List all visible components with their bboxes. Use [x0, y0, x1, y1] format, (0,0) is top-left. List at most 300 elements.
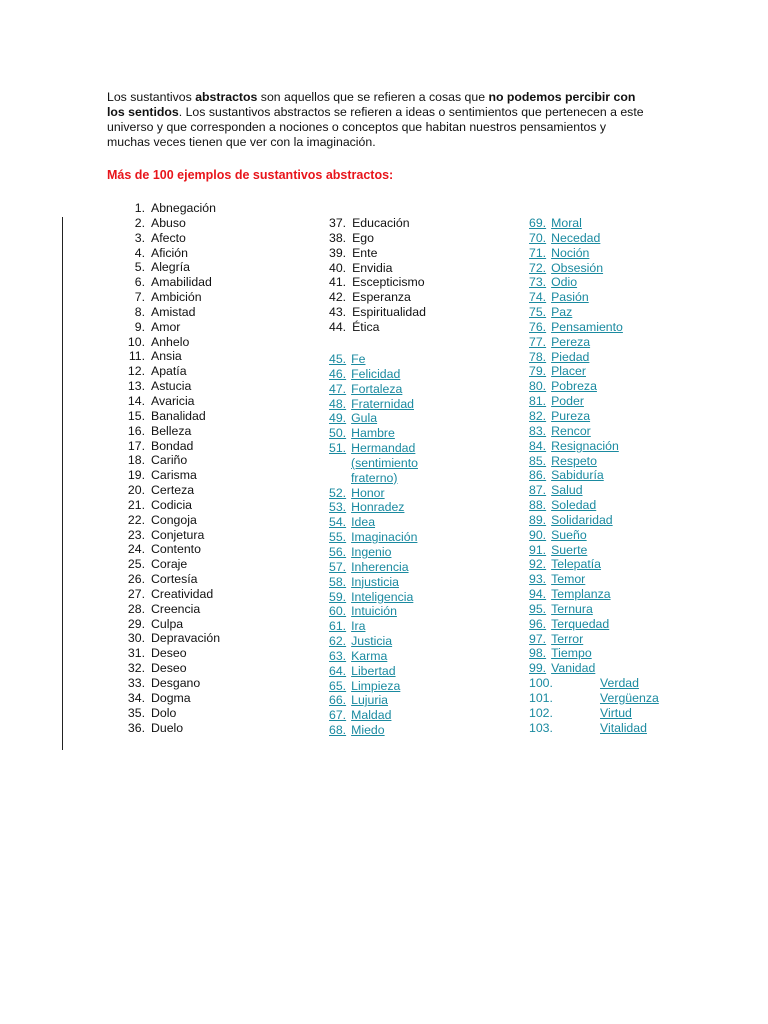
noun-link[interactable] [529, 632, 583, 646]
noun-link[interactable] [529, 691, 659, 705]
item-word: Ambición [151, 290, 202, 305]
noun-link[interactable] [329, 619, 365, 633]
item-number: 88. [529, 498, 547, 513]
list-item [107, 513, 220, 528]
item-number: 22. [127, 512, 145, 527]
item-number: 68. [329, 723, 347, 738]
list-item [529, 572, 659, 587]
item-number: 42. [329, 290, 347, 305]
list-item [529, 557, 659, 572]
list-item [107, 349, 220, 364]
noun-link[interactable] [329, 411, 377, 425]
item-word: Bondad [151, 438, 194, 453]
item-number: 95. [529, 601, 547, 616]
list-item [529, 216, 659, 231]
item-number: 41. [329, 275, 347, 290]
item-number: 8. [134, 304, 145, 319]
item-word: Depravación [151, 631, 221, 646]
noun-link[interactable] [529, 646, 592, 660]
item-word: Afecto [151, 230, 186, 245]
list-item [107, 201, 220, 216]
item-number: 72. [529, 260, 547, 275]
intro-text-2: son aquellos que se refieren a cosas que [257, 90, 489, 104]
noun-link[interactable] [329, 367, 400, 381]
list-item [107, 379, 220, 394]
item-word: Necedad [551, 230, 601, 245]
noun-link[interactable] [529, 468, 604, 482]
item-number: 37. [329, 216, 347, 230]
list-item [329, 471, 418, 486]
list-item [107, 424, 220, 439]
noun-link[interactable] [329, 723, 385, 737]
item-word: Apatía [151, 364, 187, 379]
item-number: 50. [329, 426, 347, 441]
item-word: Pensamiento [551, 319, 623, 334]
list-item [107, 721, 220, 736]
noun-link[interactable] [529, 721, 647, 735]
noun-link[interactable] [329, 545, 391, 559]
item-number: 57. [329, 559, 347, 574]
list-item [329, 664, 418, 679]
list-item [329, 456, 418, 471]
list-item [329, 320, 426, 335]
item-number: 67. [329, 708, 347, 723]
item-number: 76. [529, 319, 547, 334]
item-word: Ira [351, 619, 366, 634]
item-number: 84. [529, 438, 547, 453]
list-item [329, 500, 418, 515]
item-word: Cariño [151, 453, 188, 468]
item-word: Virtud [600, 705, 632, 720]
item-word: Respeto [551, 453, 597, 468]
item-number: 7. [134, 290, 145, 305]
item-word: Ingenio [351, 544, 392, 559]
noun-link[interactable] [329, 590, 413, 604]
noun-link[interactable] [529, 364, 586, 378]
item-word: Escepticismo [352, 275, 425, 290]
noun-link[interactable] [529, 409, 590, 423]
noun-link[interactable] [529, 498, 596, 512]
list-item [529, 498, 659, 513]
list-item [329, 708, 418, 723]
list-item [529, 617, 659, 632]
item-number: 29. [127, 616, 145, 631]
item-word: Pereza [551, 334, 591, 349]
noun-link[interactable] [529, 275, 577, 289]
noun-link[interactable] [529, 231, 600, 245]
noun-link[interactable] [329, 530, 417, 544]
list-item [107, 691, 220, 706]
noun-link[interactable] [529, 483, 583, 497]
item-number: 91. [529, 542, 547, 557]
item-word: Vergüenza [600, 691, 659, 705]
item-number: 19. [127, 468, 145, 483]
item-number: 39. [329, 245, 347, 260]
margin-vertical-line [62, 217, 63, 750]
list-item [329, 352, 418, 367]
item-number: 25. [127, 557, 145, 572]
item-word: Piedad [551, 349, 590, 364]
item-number: 51. [329, 441, 347, 456]
item-word: Intuición [351, 604, 397, 619]
item-number: 79. [529, 364, 547, 379]
item-word: Injusticia [351, 574, 399, 589]
item-word: Envidia [352, 260, 393, 275]
item-number: 63. [329, 648, 347, 663]
list-item [107, 335, 220, 350]
item-number: 1. [134, 201, 145, 215]
noun-link[interactable] [529, 602, 593, 616]
item-number: 17. [127, 438, 145, 453]
item-number: 74. [529, 290, 547, 305]
item-word: Educación [352, 216, 410, 230]
list-item [329, 397, 418, 412]
item-number: 52. [329, 485, 347, 500]
noun-list-column-1 [107, 201, 220, 735]
noun-link[interactable] [329, 397, 414, 411]
noun-link[interactable] [529, 439, 619, 453]
list-item [329, 619, 418, 634]
item-word: Dolo [151, 705, 177, 720]
noun-link[interactable] [351, 456, 418, 470]
noun-link[interactable] [329, 515, 375, 529]
item-word: Pureza [551, 408, 591, 423]
list-item [529, 394, 659, 409]
list-item [529, 409, 659, 424]
item-word: Odio [551, 275, 578, 290]
item-number: 78. [529, 349, 547, 364]
item-number: 90. [529, 527, 547, 542]
noun-link[interactable] [329, 575, 399, 589]
list-item [329, 486, 418, 501]
list-item [329, 679, 418, 694]
item-word: Esperanza [352, 290, 411, 305]
noun-link[interactable] [529, 246, 589, 260]
noun-link[interactable] [329, 441, 415, 455]
noun-link[interactable] [329, 679, 400, 693]
item-word: Duelo [151, 720, 184, 735]
item-number: 99. [529, 661, 547, 676]
item-number: 101. [529, 691, 553, 705]
list-item [329, 590, 418, 605]
list-item [107, 661, 220, 676]
item-word: Imaginación [351, 530, 418, 545]
item-word: Creencia [151, 601, 201, 616]
item-word: Amor [151, 319, 181, 334]
item-word: Gula [351, 411, 378, 426]
noun-link[interactable] [329, 634, 392, 648]
noun-link[interactable] [529, 528, 587, 542]
noun-link[interactable] [529, 543, 587, 557]
list-item [107, 246, 220, 261]
noun-link[interactable] [329, 664, 396, 678]
item-number: 94. [529, 587, 547, 602]
item-number: 12. [127, 364, 145, 379]
noun-link[interactable] [529, 424, 591, 438]
list-item [329, 575, 418, 590]
noun-link[interactable] [529, 557, 601, 571]
noun-link[interactable] [529, 513, 613, 527]
item-word: Resignación [551, 438, 619, 453]
noun-link[interactable] [529, 216, 582, 230]
item-word: Creatividad [151, 586, 214, 601]
item-word: Noción [551, 245, 590, 260]
list-item [529, 661, 659, 676]
noun-link[interactable] [529, 335, 590, 349]
section-heading: Más de 100 ejemplos de sustantivos abstractos: [107, 168, 394, 182]
list-item [529, 676, 659, 691]
list-item [529, 320, 659, 335]
intro-bold-1: abstractos [195, 90, 258, 104]
item-number: 5. [134, 260, 145, 275]
noun-link[interactable] [529, 676, 639, 690]
item-word: Sueño [551, 527, 587, 542]
noun-link[interactable] [329, 708, 391, 722]
noun-link[interactable] [329, 560, 409, 574]
list-item [529, 483, 659, 498]
intro-text-3: . Los sustantivos abstractos se refieren a ideas o sentimientos que pertenecen a este universo y que corresponden a nociones o conceptos que habitan nuestros pensamientos y muchas veces tienen que ver con la imaginación. [107, 105, 644, 149]
list-item [529, 350, 659, 365]
item-number: 21. [127, 497, 145, 512]
list-item [529, 528, 659, 543]
item-number: 92. [529, 557, 547, 572]
item-word: Astucia [151, 379, 192, 394]
list-item [329, 545, 418, 560]
item-number: 100. [529, 676, 553, 691]
list-item [529, 246, 659, 261]
noun-link[interactable] [529, 320, 623, 334]
noun-link[interactable] [529, 305, 572, 319]
noun-link[interactable] [529, 617, 609, 631]
list-item [529, 305, 659, 320]
list-item [329, 693, 418, 708]
item-word: Karma [351, 648, 388, 663]
item-word: Culpa [151, 616, 184, 631]
item-word: Lujuria [351, 693, 389, 708]
list-item [107, 587, 220, 602]
list-item [529, 706, 659, 721]
item-word: Deseo [151, 646, 187, 661]
item-word: Amistad [151, 304, 196, 319]
list-item [529, 513, 659, 528]
item-number: 3. [134, 230, 145, 245]
list-item [329, 367, 418, 382]
list-item [529, 454, 659, 469]
item-number: 66. [329, 693, 347, 708]
item-number: 102. [529, 705, 553, 720]
item-word: Idea [351, 515, 376, 530]
item-word: Templanza [551, 587, 611, 602]
item-word: Solidaridad [551, 512, 613, 527]
list-item [329, 246, 426, 261]
list-item [529, 691, 659, 706]
list-item [329, 560, 418, 575]
item-number: 30. [127, 631, 145, 646]
list-item [107, 468, 220, 483]
list-item [329, 530, 418, 545]
item-number: 98. [529, 646, 547, 661]
list-item [529, 364, 659, 379]
item-number: 83. [529, 423, 547, 438]
noun-link[interactable] [529, 379, 597, 393]
list-item [329, 441, 418, 456]
item-word: Codicia [151, 497, 193, 512]
noun-link[interactable] [529, 706, 632, 720]
list-item [529, 275, 659, 290]
item-number: 58. [329, 574, 347, 589]
item-number: 4. [134, 245, 145, 260]
item-word: Alegría [151, 260, 190, 275]
item-number: 103. [529, 720, 553, 735]
list-item [107, 453, 220, 468]
list-item [107, 394, 220, 409]
noun-link[interactable] [529, 454, 597, 468]
list-item [529, 721, 659, 736]
list-item [107, 542, 220, 557]
item-word: Vanidad [551, 661, 596, 676]
item-number: 48. [329, 396, 347, 411]
noun-link[interactable] [329, 426, 395, 440]
list-item [529, 261, 659, 276]
noun-link[interactable] [529, 290, 589, 304]
noun-link-list-column-3 [529, 216, 659, 736]
item-number: 16. [127, 423, 145, 438]
noun-link[interactable] [329, 500, 404, 514]
item-number: 89. [529, 512, 547, 527]
noun-link[interactable] [529, 587, 611, 601]
item-word: Libertad [351, 663, 396, 678]
item-number: 32. [127, 661, 145, 676]
item-word: Belleza [151, 423, 192, 438]
item-number: 70. [529, 230, 547, 245]
noun-link[interactable] [329, 352, 365, 366]
item-word: Ternura [551, 601, 593, 616]
item-number: 10. [127, 334, 145, 349]
item-word: Poder [551, 394, 584, 409]
list-item [107, 631, 220, 646]
item-word: Honradez [351, 500, 405, 515]
item-word: (sentimiento [351, 455, 418, 470]
item-word: Terror [551, 631, 584, 646]
item-number: 56. [329, 544, 347, 559]
item-word: Soledad [551, 498, 597, 513]
item-number: 62. [329, 634, 347, 649]
list-item [107, 290, 220, 305]
item-number: 34. [127, 690, 145, 705]
noun-link[interactable] [529, 661, 595, 675]
item-word: Hermandad [351, 441, 416, 456]
item-word: Congoja [151, 512, 197, 527]
list-item [329, 290, 426, 305]
item-number: 31. [127, 646, 145, 661]
noun-link[interactable] [329, 604, 397, 618]
noun-list-column-2 [329, 216, 426, 335]
item-number: 49. [329, 411, 347, 426]
item-word: Terquedad [551, 616, 610, 631]
item-number: 60. [329, 604, 347, 619]
list-item [529, 543, 659, 558]
noun-link[interactable] [329, 693, 388, 707]
item-number: 85. [529, 453, 547, 468]
item-word: Dogma [151, 690, 191, 705]
item-number: 13. [127, 379, 145, 394]
item-number: 23. [127, 527, 145, 542]
item-word: Inteligencia [351, 589, 414, 604]
item-word: Certeza [151, 483, 195, 498]
list-item [107, 528, 220, 543]
item-word: Contento [151, 542, 201, 557]
noun-link-list-column-2 [329, 352, 418, 738]
noun-link[interactable] [529, 350, 589, 364]
intro-bold-2: no podemos percibir con los sentidos [107, 90, 636, 119]
item-number: 43. [329, 305, 347, 320]
list-item [107, 260, 220, 275]
item-number: 73. [529, 275, 547, 290]
list-item [529, 587, 659, 602]
list-item [107, 483, 220, 498]
list-item [107, 231, 220, 246]
list-item [329, 275, 426, 290]
item-word: Anhelo [151, 334, 190, 349]
item-word: Honor [351, 485, 385, 500]
item-word: Paz [551, 305, 573, 320]
list-item [329, 382, 418, 397]
item-word: Afición [151, 245, 188, 260]
list-item [107, 320, 220, 335]
item-word: Rencor [551, 423, 591, 438]
item-number: 82. [529, 408, 547, 423]
item-number: 47. [329, 381, 347, 396]
item-number: 86. [529, 468, 547, 483]
item-word: Sabiduría [551, 468, 604, 483]
list-item [107, 602, 220, 617]
item-number: 28. [127, 601, 145, 616]
noun-link[interactable] [329, 649, 387, 663]
item-number: 87. [529, 483, 547, 498]
list-item [107, 676, 220, 691]
item-word: Fe [351, 352, 366, 366]
item-word: Avaricia [151, 393, 195, 408]
item-number: 33. [127, 676, 145, 690]
list-item [107, 439, 220, 454]
list-item [529, 379, 659, 394]
noun-link[interactable] [329, 486, 385, 500]
item-number: 81. [529, 394, 547, 409]
list-item [329, 604, 418, 619]
list-item [329, 216, 426, 231]
item-word: Hambre [351, 426, 395, 441]
item-word: Inherencia [351, 559, 409, 574]
noun-link[interactable] [529, 394, 584, 408]
list-item [329, 634, 418, 649]
noun-link[interactable] [529, 572, 585, 586]
list-item [107, 646, 220, 661]
noun-link[interactable] [351, 471, 397, 485]
noun-link[interactable] [329, 382, 402, 396]
item-number: 65. [329, 678, 347, 693]
item-word: Carisma [151, 468, 197, 483]
item-word: Suerte [551, 542, 588, 557]
item-word: Ente [352, 245, 378, 260]
list-item [529, 439, 659, 454]
list-item [107, 216, 220, 231]
item-number: 80. [529, 379, 547, 394]
item-number: 54. [329, 515, 347, 530]
item-number: 2. [134, 215, 145, 230]
noun-link[interactable] [529, 261, 603, 275]
item-word: Abuso [151, 215, 186, 230]
item-number: 97. [529, 631, 547, 646]
